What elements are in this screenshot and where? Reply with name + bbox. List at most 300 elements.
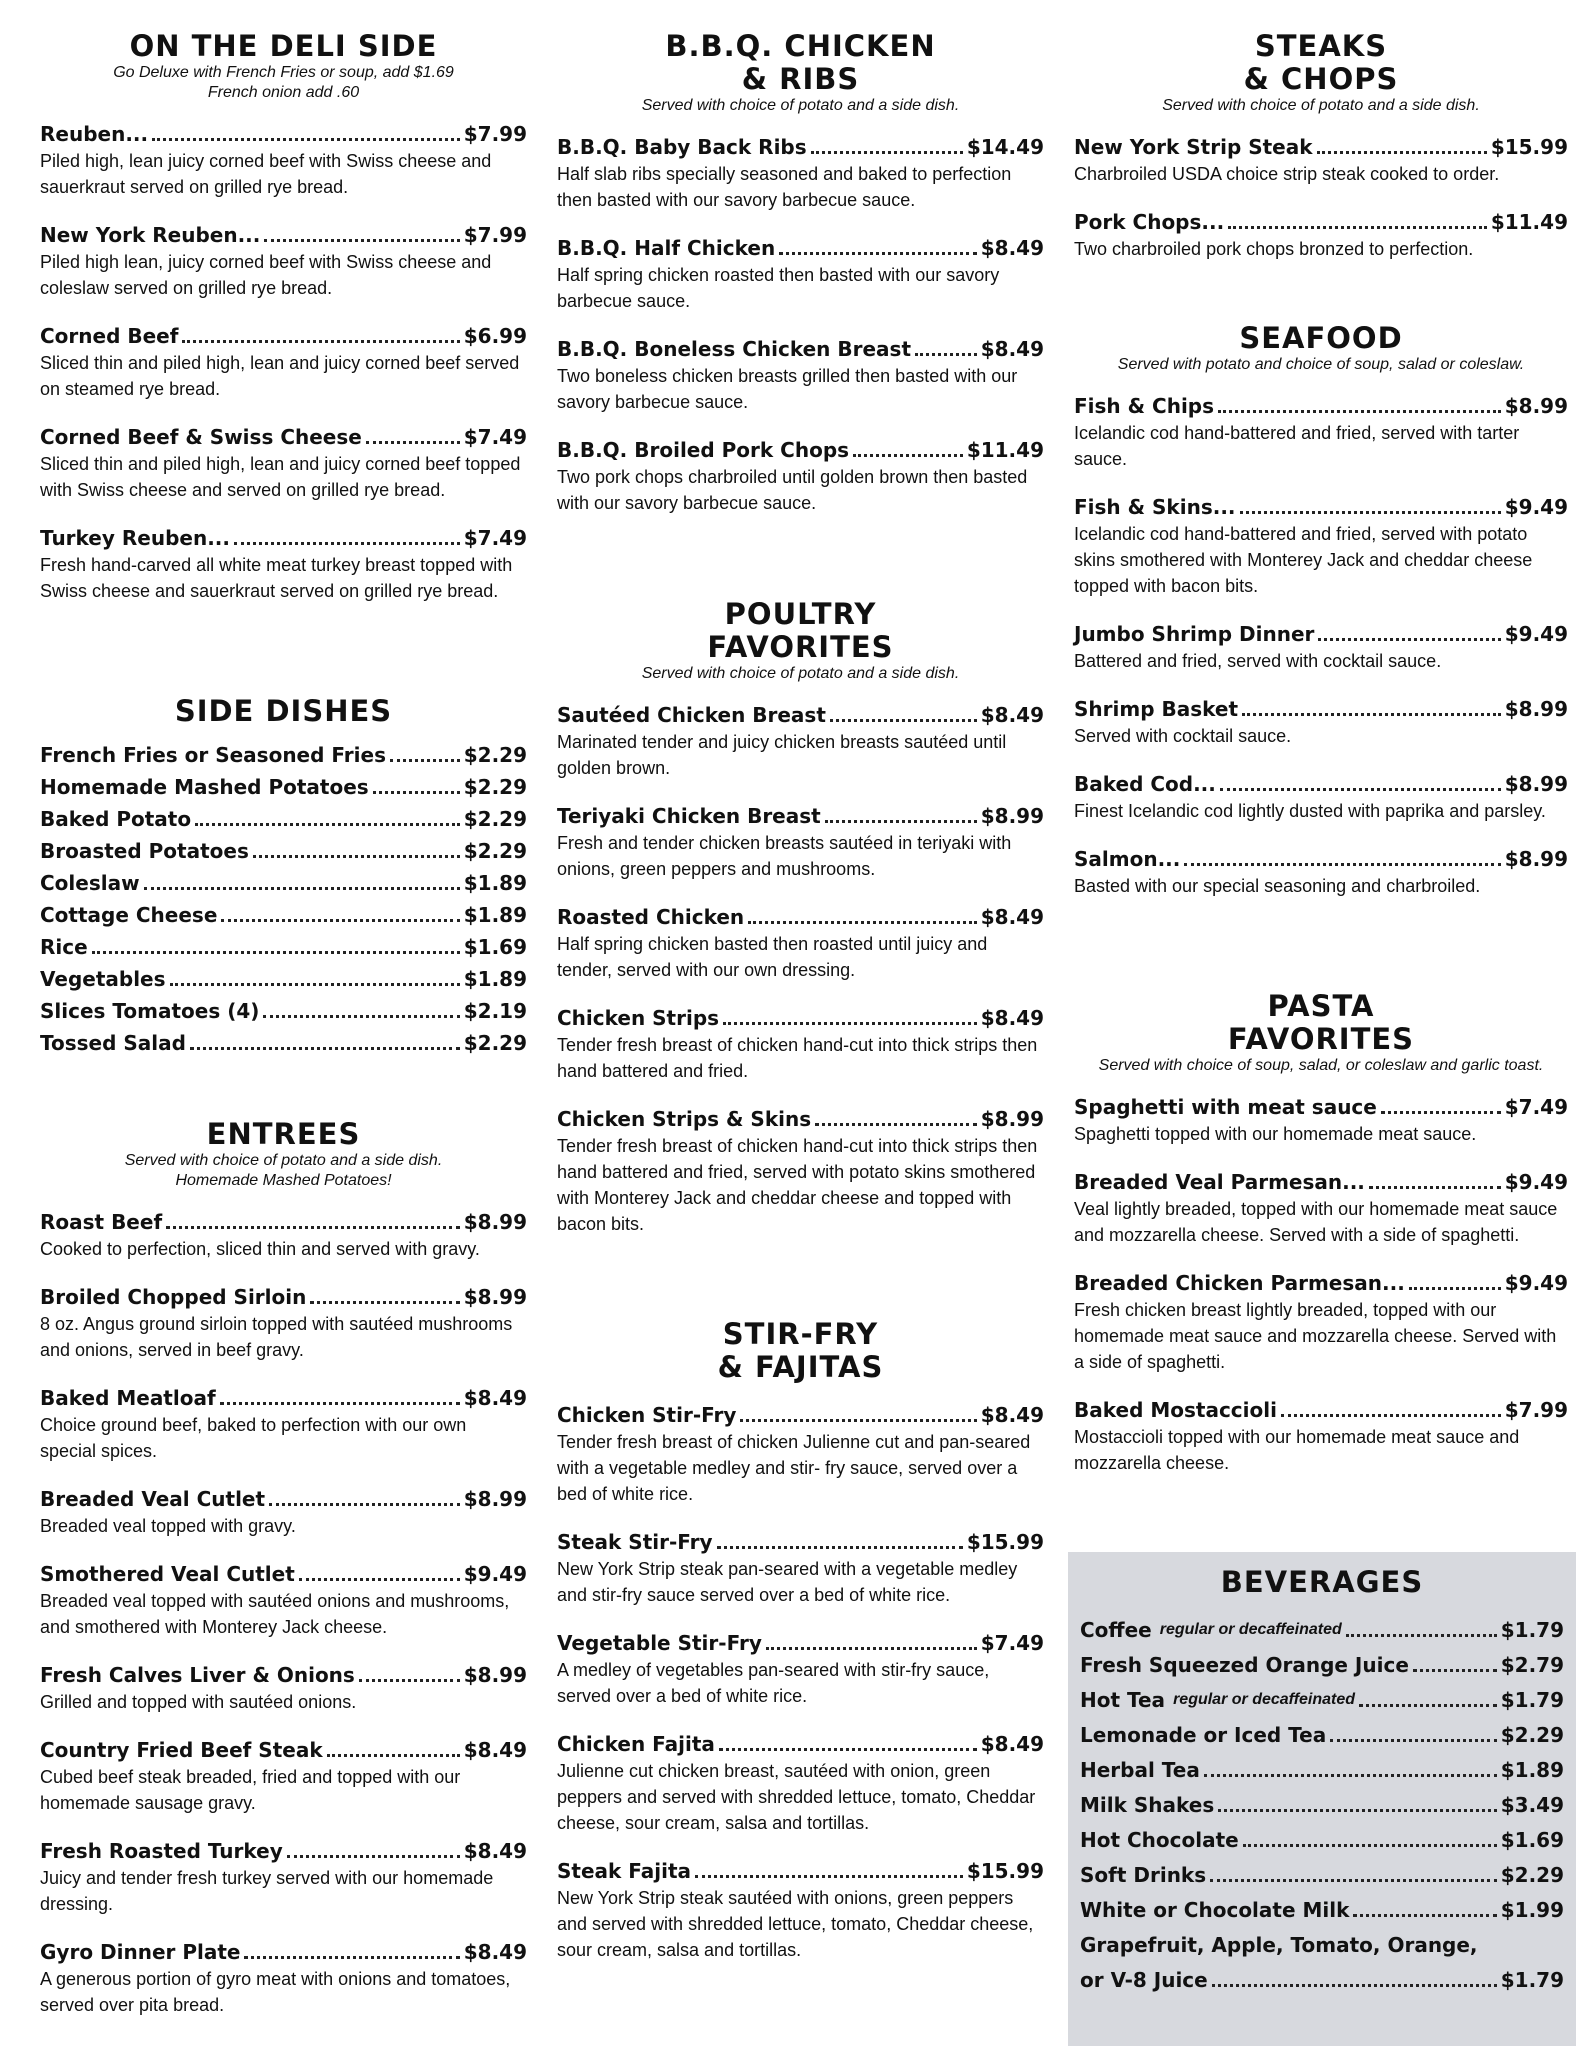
item-price: $2.29 [1500,1863,1564,1887]
item-price: $7.49 [463,526,527,550]
item-description: Sliced thin and piled high, lean and juicy corned beef served on steamed rye bread. [40,353,520,399]
item-description: Served with cocktail sauce. [1074,726,1292,746]
menu-item [1080,1967,1564,1993]
leader-dots [1353,1914,1496,1917]
item-price: $1.89 [1500,1758,1564,1782]
item-name: Baked Mostaccioli [1074,1398,1277,1422]
item-name: Milk Shakes [1080,1793,1215,1817]
menu-item [557,803,1044,882]
section-subtitle: Homemade Mashed Potatoes! [175,1172,392,1189]
item-description: Two pork chops charbroiled until golden brown then basted with our savory barbecue sauce. [557,467,1028,513]
item-name: New York Reuben... [40,223,261,247]
leader-dots [170,983,460,986]
item-description: Piled high, lean juicy corned beef with Swiss cheese and sauerkraut served on grilled rye bread. [40,151,492,197]
leader-dots [1210,1879,1497,1882]
item-description: Tender fresh breast of chicken Julienne cut and pan-seared with a vegetable medley and stir- fry sauce, served over a bed of white rice. [557,1432,1031,1504]
menu-item [40,323,527,402]
leader-dots [853,454,963,457]
item-name: French Fries or Seasoned Fries [40,743,386,767]
item-description: Icelandic cod hand-battered and fried, served with potato skins smothered with Monterey Jack and cheddar cheese topped with bacon bits. [1074,524,1533,596]
item-price: $8.99 [463,1487,527,1511]
item-description: Fresh hand-carved all white meat turkey breast topped with Swiss cheese and sauerkraut served on grilled rye bread. [40,555,513,601]
leader-dots [244,1956,459,1959]
item-description: Breaded veal topped with gravy. [40,1516,296,1536]
menu-item [40,1662,527,1715]
item-name: Reuben... [40,122,149,146]
bbq-section [557,30,1044,516]
menu-item [1074,494,1568,599]
item-price: $9.49 [1504,495,1568,519]
item-price: $2.29 [463,807,527,831]
item-name: White or Chocolate Milk [1080,1898,1350,1922]
item-price: $2.29 [1500,1723,1564,1747]
menu-item [1080,1617,1564,1643]
menu-items [1080,1617,1564,1993]
item-description: Half slab ribs specially seasoned and baked to perfection then basted with our savory barbecue sauce. [557,164,1012,210]
section-subtitle: Served with choice of potato and a side dish. [641,97,960,114]
menu-items [557,134,1044,516]
section-subtitle: Served with choice of potato and a side dish. [1162,97,1480,114]
item-name: Smothered Veal Cutlet [40,1562,295,1586]
section-title: STIR-FRY [722,1317,879,1351]
menu-item [1080,1687,1564,1713]
item-description: Tender fresh breast of chicken hand-cut into thick strips then hand battered and fried, served with potato skins smothered with Monterey Jack and cheddar cheese and topped with bacon bits. [557,1136,1038,1234]
item-description: Marinated tender and juicy chicken breasts sautéed until golden brown. [557,732,1007,778]
seafood-section [1074,322,1568,899]
leader-dots [310,1301,459,1304]
item-description: Piled high lean, juicy corned beef with Swiss cheese and coleslaw served on grilled rye bread. [40,252,492,298]
item-price: $11.49 [1490,210,1568,234]
item-name: Sautéed Chicken Breast [557,703,826,727]
menu-item [557,702,1044,781]
menu-item [40,806,527,832]
item-price: $7.49 [463,425,527,449]
item-name: Homemade Mashed Potatoes [40,775,369,799]
item-price: $7.99 [463,122,527,146]
item-description: 8 oz. Angus ground sirloin topped with sautéed mushrooms and onions, served in beef gravy. [40,1314,513,1360]
deli-section [40,30,527,604]
menu-item [557,1005,1044,1084]
entrees-section [40,1118,527,2018]
item-name: Fresh Squeezed Orange Juice [1080,1653,1409,1677]
item-price: $1.69 [1500,1828,1564,1852]
item-name: Fresh Calves Liver & Onions [40,1663,355,1687]
menu-item [1074,1169,1568,1248]
menu-item [557,1731,1044,1836]
menu-item [40,934,527,960]
leader-dots [1281,1414,1501,1417]
item-price: $15.99 [966,1859,1044,1883]
item-name: Baked Cod... [1074,772,1216,796]
item-price: $8.49 [463,1386,527,1410]
leader-dots [1220,788,1501,791]
item-description: Veal lightly breaded, topped with our homemade meat sauce and mozzarella cheese. Served with a side of spaghetti. [1074,1199,1558,1245]
menu-item [1080,1932,1564,1958]
section-title: FAVORITES [707,630,894,664]
item-name: Salmon... [1074,847,1181,871]
item-name: Coffee [1080,1618,1152,1642]
item-name: Turkey Reuben... [40,526,230,550]
menu-item [40,1561,527,1640]
section-subtitle: Served with choice of soup, salad, or coleslaw and garlic toast. [1098,1057,1544,1074]
side-dishes-section [40,695,527,1056]
section-title: STEAKS [1254,29,1388,63]
leader-dots [221,919,459,922]
item-name: Hot Chocolate [1080,1828,1239,1852]
item-name: Coleslaw [40,871,140,895]
item-description: Two boneless chicken breasts grilled then basted with our savory barbecue sauce. [557,366,1018,412]
item-description: Tender fresh breast of chicken hand-cut into thick strips then hand battered and fried. [557,1035,1038,1081]
leader-dots [748,921,977,924]
leader-dots [1218,1809,1496,1812]
menu-items [1074,134,1568,262]
menu-item [40,1385,527,1464]
item-price: $1.69 [463,935,527,959]
leader-dots [1317,151,1487,154]
item-name: Jumbo Shrimp Dinner [1074,622,1315,646]
menu-items [1074,1094,1568,1476]
leader-dots [190,1047,460,1050]
item-description: Two charbroiled pork chops bronzed to perfection. [1074,239,1474,259]
leader-dots [263,1015,459,1018]
item-price: $7.99 [463,223,527,247]
leader-dots [1409,1287,1501,1290]
leader-dots [373,791,460,794]
item-price: $15.99 [1490,135,1568,159]
item-price: $8.49 [463,1839,527,1863]
item-price: $2.29 [463,775,527,799]
item-name: Fish & Skins... [1074,495,1236,519]
item-description: Spaghetti topped with our homemade meat sauce. [1074,1124,1477,1144]
leader-dots [366,441,460,444]
item-name: Lemonade or Iced Tea [1080,1723,1327,1747]
section-title: PASTA [1267,989,1375,1023]
item-price: $2.29 [463,743,527,767]
section-title: & RIBS [741,62,860,96]
item-description: A medley of vegetables pan-seared with stir-fry sauce, served over a bed of white rice. [557,1660,990,1706]
steaks-section [1074,30,1568,262]
leader-dots [1381,1111,1501,1114]
menu-item [557,437,1044,516]
menu-item [557,134,1044,213]
menu-item [40,525,527,604]
leader-dots [234,542,460,545]
item-name: Fish & Chips [1074,394,1215,418]
item-price: $8.49 [980,236,1044,260]
section-title: & CHOPS [1243,62,1399,96]
menu-item [1074,771,1568,824]
leader-dots [1318,638,1500,641]
item-description: Choice ground beef, baked to perfection with our own special spices. [40,1415,467,1461]
item-name: Corned Beef & Swiss Cheese [40,425,362,449]
item-name: Steak Fajita [557,1859,692,1883]
item-name: Shrimp Basket [1074,697,1239,721]
item-description: Charbroiled USDA choice strip steak cooked to order. [1074,164,1500,184]
menu-items [1074,393,1568,899]
menu-item [557,1630,1044,1709]
poultry-section [557,598,1044,1237]
item-price: $9.49 [1504,622,1568,646]
leader-dots [779,252,977,255]
item-price: $1.89 [463,871,527,895]
item-price: $8.49 [980,1403,1044,1427]
item-name: B.B.Q. Half Chicken [557,236,776,260]
item-name: Corned Beef [40,324,179,348]
item-name: Roast Beef [40,1210,163,1234]
leader-dots [1413,1669,1497,1672]
item-description: A generous portion of gyro meat with onions and tomatoes, served over pita bread. [40,1969,511,2015]
leader-dots [327,1754,460,1757]
item-name: Breaded Veal Parmesan... [1074,1170,1365,1194]
leader-dots [915,353,977,356]
menu-item [40,1284,527,1363]
leader-dots [740,1419,976,1422]
menu-items [40,121,527,604]
item-price: $8.99 [463,1210,527,1234]
item-price: $2.79 [1500,1653,1564,1677]
leader-dots [815,1123,977,1126]
item-description: Icelandic cod hand-battered and fried, served with tarter sauce. [1074,423,1520,469]
item-name: Teriyaki Chicken Breast [557,804,821,828]
leader-dots [1346,1634,1497,1637]
item-price: $9.49 [1504,1170,1568,1194]
item-price: $9.49 [463,1562,527,1586]
item-price: $1.79 [1500,1618,1564,1642]
item-description: New York Strip steak pan-seared with a vegetable medley and stir-fry sauce served over a bed of white rice. [557,1559,1018,1605]
menu-item [1074,846,1568,899]
item-price: $8.49 [463,1738,527,1762]
menu-item [1074,393,1568,472]
item-price: $14.49 [966,135,1044,159]
item-price: $9.49 [1504,1271,1568,1295]
item-price: $7.49 [1504,1095,1568,1119]
section-title: POULTRY [724,597,877,631]
section-title: ENTREES [206,1117,361,1151]
item-name: Chicken Fajita [557,1732,715,1756]
item-price: $2.29 [463,1031,527,1055]
section-title: SEAFOOD [1239,321,1403,355]
item-price: $1.79 [1500,1968,1564,1992]
item-name: Baked Potato [40,807,192,831]
leader-dots [1330,1739,1497,1742]
menu-item [40,222,527,301]
menu-item [1080,1827,1564,1853]
leader-dots [166,1226,460,1229]
menu-item [557,1106,1044,1237]
menu-item [1080,1652,1564,1678]
menu-item [40,1737,527,1816]
item-price: $8.49 [980,905,1044,929]
leader-dots [1184,863,1500,866]
menu-item [40,838,527,864]
section-title: & FAJITAS [717,1350,884,1384]
item-price: $11.49 [966,438,1044,462]
item-description: Juicy and tender fresh turkey served with our homemade dressing. [40,1868,494,1914]
leader-dots [287,1855,460,1858]
leader-dots [695,1875,963,1878]
item-description: Basted with our special seasoning and charbroiled. [1074,876,1481,896]
menu-items [40,1209,527,2018]
leader-dots [1240,511,1501,514]
menu-item [40,774,527,800]
item-price: $8.49 [463,1940,527,1964]
item-price: $1.89 [463,903,527,927]
item-description: New York Strip steak sautéed with onions, green peppers and served with shredded lettuce, tomato, Cheddar cheese, sour cream, salsa and tortillas. [557,1888,1034,1960]
item-name: Cottage Cheese [40,903,218,927]
item-price: $8.49 [980,703,1044,727]
leader-dots [253,855,460,858]
leader-dots [1228,226,1487,229]
menu-item [40,1838,527,1917]
menu-item [40,1939,527,2018]
item-description: Battered and fried, served with cocktail sauce. [1074,651,1442,671]
menu-item [40,1030,527,1056]
menu-item [1074,134,1568,187]
menu-item [40,966,527,992]
leader-dots [1212,1984,1497,1987]
menu-item [1080,1862,1564,1888]
item-name: Baked Meatloaf [40,1386,216,1410]
item-price: $8.99 [980,804,1044,828]
item-price: $2.29 [463,839,527,863]
leader-dots [811,151,963,154]
section-title: B.B.Q. CHICKEN [665,29,936,63]
leader-dots [299,1578,460,1581]
menu-item [40,870,527,896]
item-name: Broiled Chopped Sirloin [40,1285,307,1309]
leader-dots [359,1679,460,1682]
leader-dots [269,1503,460,1506]
item-name: Grapefruit, Apple, Tomato, Orange, [1080,1933,1478,1957]
section-subtitle: Served with choice of potato and a side dish. [641,665,960,682]
leader-dots [152,138,460,141]
beverages-box [1068,1552,1576,2046]
item-description: Half spring chicken roasted then basted with our savory barbecue sauce. [557,265,1000,311]
item-price: $8.49 [980,337,1044,361]
menu-item [1080,1897,1564,1923]
leader-dots [1369,1186,1501,1189]
item-name: or V-8 Juice [1080,1968,1208,1992]
item-description: Finest Icelandic cod lightly dusted with paprika and parsley. [1074,801,1546,821]
leader-dots [830,719,977,722]
item-price: $8.99 [463,1663,527,1687]
item-price: $15.99 [966,1530,1044,1554]
leader-dots [1242,713,1501,716]
menu-item [557,1402,1044,1507]
section-subtitle: Served with choice of potato and a side dish. [124,1152,443,1169]
menu-item [1074,1094,1568,1147]
menu-item [1080,1792,1564,1818]
section-title: ON THE DELI SIDE [129,29,438,63]
leader-dots [144,887,460,890]
item-price: $2.19 [463,999,527,1023]
section-subtitle: Served with potato and choice of soup, salad or coleslaw. [1117,356,1525,373]
menu-item [1080,1722,1564,1748]
item-price: $1.99 [1500,1898,1564,1922]
leader-dots [264,239,459,242]
menu-item [1074,621,1568,674]
leader-dots [390,759,460,762]
item-description: Fresh chicken breast lightly breaded, topped with our homemade meat sauce and mozzarella cheese. Served with a side of spaghetti. [1074,1300,1557,1372]
item-description: Sliced thin and piled high, lean and juicy corned beef topped with Swiss cheese and served on grilled rye bread. [40,454,521,500]
item-price: $1.79 [1500,1688,1564,1712]
item-price: $8.99 [1504,847,1568,871]
section-subtitle: Go Deluxe with French Fries or soup, add $1.69 [113,64,454,81]
item-name: Roasted Chicken [557,905,745,929]
item-price: $8.99 [980,1107,1044,1131]
item-name: Fresh Roasted Turkey [40,1839,283,1863]
item-name: New York Strip Steak [1074,135,1313,159]
item-name: Pork Chops... [1074,210,1225,234]
item-name: Country Fried Beef Steak [40,1738,323,1762]
item-price: $8.49 [980,1006,1044,1030]
menu-item [557,235,1044,314]
leader-dots [220,1402,460,1405]
item-description: Mostaccioli topped with our homemade meat sauce and mozzarella cheese. [1074,1427,1520,1473]
item-price: $8.99 [1504,394,1568,418]
menu-item [557,904,1044,983]
menu-item [40,424,527,503]
item-description: Half spring chicken basted then roasted until juicy and tender, served with our own dressing. [557,934,988,980]
item-description: Cubed beef steak breaded, fried and topped with our homemade sausage gravy. [40,1767,461,1813]
menu-item [1074,696,1568,749]
item-name: B.B.Q. Broiled Pork Chops [557,438,850,462]
menu-item [40,742,527,768]
menu-item [40,121,527,200]
item-name: Breaded Veal Cutlet [40,1487,266,1511]
item-name: Rice [40,935,88,959]
menu-item [557,1858,1044,1963]
item-price: $8.99 [463,1285,527,1309]
item-name: Steak Stir-Fry [557,1530,713,1554]
item-price: $1.89 [463,967,527,991]
item-note: regular or decaffeinated [1173,1691,1356,1708]
item-description: Grilled and topped with sautéed onions. [40,1692,357,1712]
leader-dots [1243,1844,1497,1847]
leader-dots [182,340,459,343]
leader-dots [717,1546,963,1549]
item-name: Vegetables [40,967,166,991]
item-name: Slices Tomatoes (4) [40,999,260,1023]
item-name: Vegetable Stir-Fry [557,1631,762,1655]
menu-items [557,1402,1044,1963]
item-price: $8.49 [980,1732,1044,1756]
menu-items [40,742,527,1056]
item-name: Spaghetti with meat sauce [1074,1095,1377,1119]
menu-item [1074,209,1568,262]
item-price: $6.99 [463,324,527,348]
menu-item [40,1486,527,1539]
leader-dots [723,1022,977,1025]
item-name: Chicken Stir-Fry [557,1403,737,1427]
menu-items [557,702,1044,1237]
item-note: regular or decaffeinated [1159,1621,1342,1638]
menu-item [40,998,527,1024]
item-price: $7.49 [980,1631,1044,1655]
leader-dots [92,951,460,954]
item-price: $8.99 [1504,772,1568,796]
item-description: Cooked to perfection, sliced thin and served with gravy. [40,1239,480,1259]
leader-dots [719,1748,977,1751]
leader-dots [825,820,977,823]
leader-dots [1359,1704,1497,1707]
item-name: B.B.Q. Baby Back Ribs [557,135,807,159]
section-subtitle: French onion add .60 [207,84,360,101]
leader-dots [195,823,460,826]
item-name: Herbal Tea [1080,1758,1200,1782]
leader-dots [766,1647,977,1650]
section-title: SIDE DISHES [174,694,393,728]
